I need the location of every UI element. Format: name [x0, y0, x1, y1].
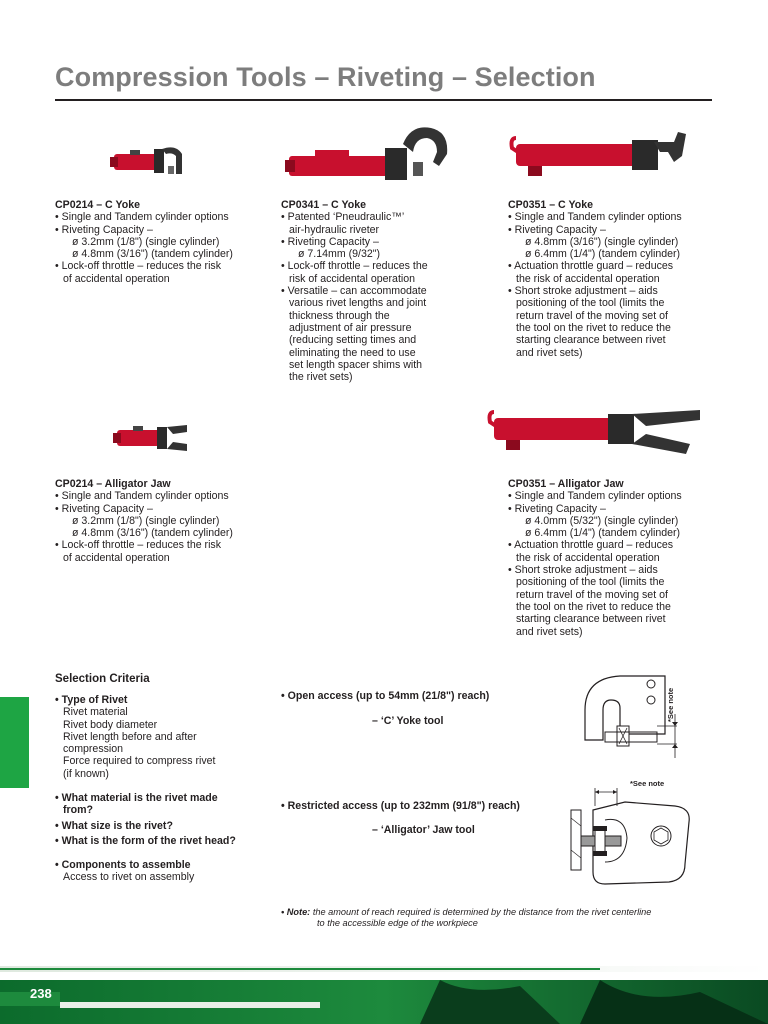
page-number: 238 — [30, 986, 52, 1001]
product-title: CP0214 – Alligator Jaw — [55, 478, 171, 490]
see-note-label-2: *See note — [630, 779, 665, 788]
alligator-tool-text: – ‘Alligator’ Jaw tool — [372, 824, 475, 836]
product-line: • Single and Tandem cylinder options — [508, 490, 682, 503]
product-line: • Riveting Capacity – — [55, 223, 153, 236]
product-line: thickness through the — [289, 309, 390, 322]
product-line: • Single and Tandem cylinder options — [55, 211, 229, 224]
criteria-item: Rivet body diameter — [63, 718, 158, 731]
product-line: of accidental operation — [63, 551, 170, 564]
product-line: • Short stroke adjustment – aids — [508, 285, 658, 298]
product-line: ø 4.0mm (5/32") (single cylinder) — [525, 514, 679, 527]
cp0214-c-yoke-image — [110, 140, 190, 185]
product-line: • Riveting Capacity – — [508, 502, 606, 515]
product-line: eliminating the need to use — [289, 346, 416, 359]
page-title: Compression Tools – Riveting – Selection — [55, 62, 596, 92]
open-access-text: • Open access (up to 54mm (21/8") reach) — [281, 690, 490, 702]
product-line: • Single and Tandem cylinder options — [55, 490, 229, 503]
criteria-item: (if known) — [63, 767, 109, 780]
product-line: (reducing setting times and — [289, 334, 417, 347]
note-label: • Note: — [281, 907, 311, 917]
product-line: • Riveting Capacity – — [508, 223, 606, 236]
product-line: ø 6.4mm (1/4") (tandem cylinder) — [525, 248, 681, 261]
product-line: ø 6.4mm (1/4") (tandem cylinder) — [525, 527, 681, 540]
product-line: • Single and Tandem cylinder options — [508, 211, 682, 224]
product-line: ø 4.8mm (3/16") (tandem cylinder) — [72, 527, 233, 540]
product-line: positioning of the tool (limits the — [516, 297, 665, 310]
material-question — [55, 792, 275, 817]
product-line: and rivet sets) — [516, 346, 583, 359]
product-line: • Lock-off throttle – reduces the — [281, 260, 428, 273]
product-line: the risk of accidental operation — [516, 272, 660, 285]
product-line: air-hydraulic riveter — [289, 223, 380, 236]
product-line: • Actuation throttle guard – reduces — [508, 260, 674, 273]
criteria-question: from? — [63, 804, 94, 817]
product-line: ø 4.8mm (3/16") (single cylinder) — [525, 235, 679, 248]
c-yoke-tool-text: – ‘C’ Yoke tool — [372, 715, 444, 727]
product-line: • Lock-off throttle – reduces the risk — [55, 260, 222, 273]
product-line: ø 4.8mm (3/16") (tandem cylinder) — [72, 248, 233, 261]
c-yoke-reach-diagram — [575, 670, 695, 775]
product-line: starting clearance between rivet — [516, 334, 666, 347]
product-line: return travel of the moving set of — [516, 588, 668, 601]
criteria-heading: • Components to assemble — [55, 859, 191, 871]
product-line: of accidental operation — [63, 272, 170, 285]
type-of-rivet-list — [55, 694, 275, 780]
product-line: risk of accidental operation — [289, 272, 416, 285]
criteria-item: Rivet length before and after — [63, 730, 197, 743]
size-question: • What size is the rivet? — [55, 820, 173, 832]
section-tab-marker — [0, 697, 29, 788]
title-rule — [55, 99, 712, 101]
product-cp0214-c-yoke — [55, 199, 270, 285]
criteria-heading: • Type of Rivet — [55, 694, 128, 706]
product-line: • Riveting Capacity – — [55, 502, 153, 515]
alligator-reach-diagram — [565, 780, 705, 895]
product-line: • Lock-off throttle – reduces the risk — [55, 539, 222, 552]
criteria-question: • What material is the rivet made — [55, 792, 218, 804]
note-text: the amount of reach required is determined by the distance from the rivet centerline — [312, 907, 652, 917]
product-line: • Actuation throttle guard – reduces — [508, 539, 674, 552]
footer-band — [0, 966, 768, 1024]
product-line: • Riveting Capacity – — [281, 235, 379, 248]
criteria-item: compression — [63, 743, 124, 756]
note-text-2: to the accessible edge of the workpiece — [317, 918, 478, 928]
product-line: ø 7.14mm (9/32") — [298, 248, 381, 261]
product-line: ø 3.2mm (1/8") (single cylinder) — [72, 235, 220, 248]
product-line: ø 3.2mm (1/8") (single cylinder) — [72, 514, 220, 527]
product-line: • Short stroke adjustment – aids — [508, 564, 658, 577]
cp0351-alligator-jaw-image — [486, 398, 706, 468]
product-line: and rivet sets) — [516, 625, 583, 638]
product-title: CP0214 – C Yoke — [55, 199, 140, 211]
product-line: adjustment of air pressure — [289, 321, 412, 334]
reach-note — [281, 907, 651, 929]
components-block — [55, 859, 275, 884]
criteria-item: Force required to compress rivet — [63, 755, 216, 768]
product-line: various rivet lengths and joint — [289, 297, 427, 310]
product-title: CP0351 – Alligator Jaw — [508, 478, 624, 490]
product-line: positioning of the tool (limits the — [516, 576, 665, 589]
product-cp0341-c-yoke — [281, 199, 496, 383]
product-line: starting clearance between rivet — [516, 613, 666, 626]
product-line: • Patented ‘Pneudraulic™’ — [281, 211, 405, 224]
head-form-question: • What is the form of the rivet head? — [55, 835, 236, 847]
restricted-access-text: • Restricted access (up to 232mm (91/8") reach) — [281, 800, 520, 812]
criteria-item: Rivet material — [63, 706, 128, 719]
product-line: the tool on the rivet to reduce the — [516, 600, 671, 613]
product-line: set length spacer shims with — [289, 358, 423, 371]
cp0214-alligator-jaw-image — [113, 420, 193, 460]
cp0341-c-yoke-image — [285, 122, 455, 190]
product-line: the rivet sets) — [289, 371, 353, 384]
criteria-item: Access to rivet on assembly — [63, 871, 195, 884]
cp0351-c-yoke-image — [508, 122, 693, 190]
product-line: return travel of the moving set of — [516, 309, 668, 322]
product-cp0351-c-yoke — [508, 199, 723, 359]
product-line: the risk of accidental operation — [516, 551, 660, 564]
selection-criteria-title: Selection Criteria — [55, 673, 150, 685]
product-line: the tool on the rivet to reduce the — [516, 321, 671, 334]
product-title: CP0341 – C Yoke — [281, 199, 366, 211]
see-note-label: *See note — [666, 687, 675, 722]
product-title: CP0351 – C Yoke — [508, 199, 593, 211]
product-cp0214-alligator-jaw — [55, 478, 270, 564]
product-cp0351-alligator-jaw — [508, 478, 723, 638]
product-line: • Versatile – can accommodate — [281, 285, 427, 298]
